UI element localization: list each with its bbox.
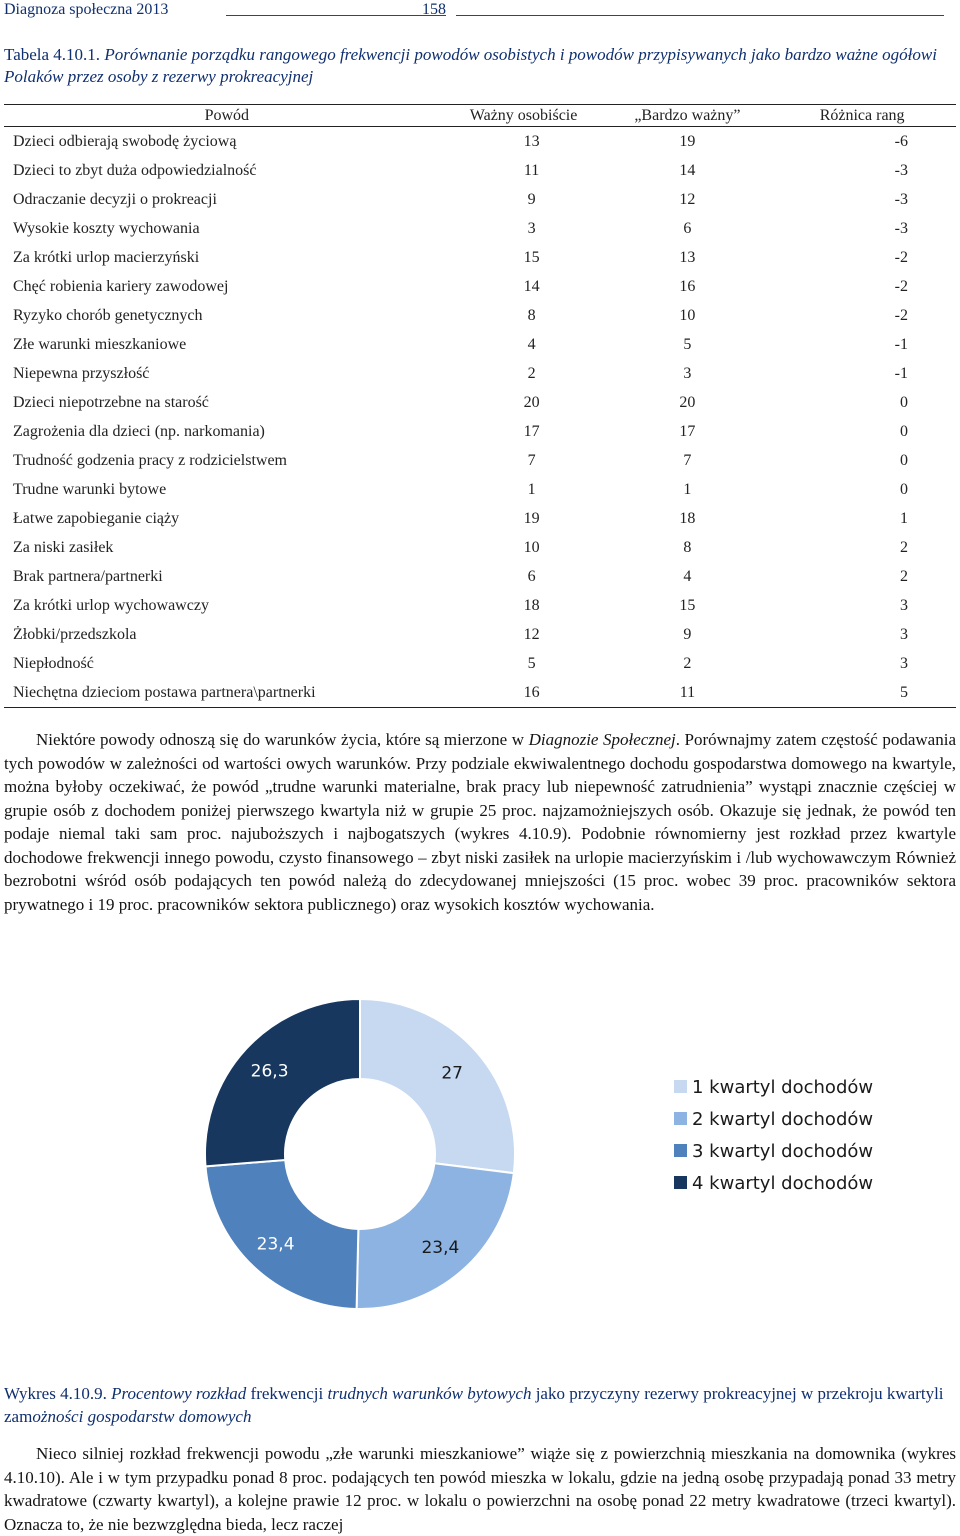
- value-cell: 9: [683, 626, 692, 643]
- table-row: [4, 359, 956, 388]
- legend-swatch: [674, 1144, 687, 1157]
- value-cell: 20: [523, 394, 540, 411]
- legend-swatch: [674, 1080, 687, 1093]
- value-cell: 2: [683, 655, 692, 672]
- reason-cell: Żłobki/przedszkola: [13, 626, 137, 643]
- reason-cell: Wysokie koszty wychowania: [13, 220, 200, 237]
- value-cell: 13: [679, 249, 696, 266]
- value-cell: 18: [523, 597, 540, 614]
- chart-svg: [0, 980, 960, 1320]
- value-cell: 3: [683, 365, 692, 382]
- value-cell: 0: [900, 423, 908, 440]
- column-header: „Bardzo ważny”: [607, 105, 769, 127]
- value-cell: 5: [527, 655, 536, 672]
- legend-label: 4 kwartyl dochodów: [692, 1173, 874, 1194]
- donut-slice-1: [360, 999, 515, 1173]
- value-cell: 14: [523, 278, 540, 295]
- value-cell: 3: [527, 220, 536, 237]
- value-cell: 19: [679, 133, 696, 150]
- table-caption-text: Porównanie porządku rangowego frekwencji powodów osobistych i powodów przypisywanych jako bardzo ważne ogółowi Polaków przez osoby z rezerwy prokreacyjnej: [4, 45, 937, 86]
- legend-label: 3 kwartyl dochodów: [692, 1141, 874, 1162]
- journal-name: Diagnozie Społecznej: [528, 730, 676, 749]
- table-row: [4, 475, 956, 504]
- reason-cell: Trudne warunki bytowe: [13, 481, 167, 498]
- table-row: [4, 591, 956, 620]
- legend-swatch: [674, 1112, 687, 1125]
- reason-cell: Dzieci niepotrzebne na starość: [13, 394, 209, 411]
- reason-cell: Złe warunki mieszkaniowe: [13, 336, 187, 353]
- header-rule: [456, 15, 944, 16]
- reason-cell: Niechętna dzieciom postawa partnera\partnerki: [4, 678, 441, 708]
- value-cell: -6: [894, 133, 908, 150]
- paragraph-1: [4, 728, 956, 916]
- figure-caption-text: frekwencji: [250, 1384, 324, 1403]
- table-row: [4, 272, 956, 301]
- table-row: [4, 156, 956, 185]
- value-cell: 14: [679, 162, 696, 179]
- value-cell: 8: [683, 539, 692, 556]
- value-cell: 17: [679, 423, 696, 440]
- reason-cell: Brak partnera/partnerki: [13, 568, 163, 585]
- value-cell: 0: [900, 394, 908, 411]
- value-cell: 7: [527, 452, 536, 469]
- donut-slice-2: [357, 1163, 514, 1309]
- table-row: [4, 504, 956, 533]
- value-cell: 2: [900, 568, 908, 585]
- data-label: 27: [441, 1063, 464, 1084]
- value-cell: 16: [679, 278, 696, 295]
- table-row: [4, 533, 956, 562]
- running-title: Diagnoza społeczna 2013: [4, 1, 169, 18]
- reason-cell: Dzieci odbierają swobodę życiową: [13, 133, 237, 150]
- reason-cell: Za krótki urlop wychowawczy: [13, 597, 209, 614]
- value-cell: 12: [523, 626, 540, 643]
- reason-cell: Ryzyko chorób genetycznych: [13, 307, 203, 324]
- reason-cell: Trudność godzenia pracy z rodzicielstwem: [13, 452, 287, 469]
- reason-cell: Chęć robienia kariery zawodowej: [13, 278, 229, 295]
- table-header-row: [4, 105, 956, 127]
- value-cell: -3: [894, 162, 908, 179]
- value-cell: 13: [523, 133, 540, 150]
- reason-cell: Odraczanie decyzji o prokreacji: [13, 191, 217, 208]
- value-cell: 6: [683, 220, 692, 237]
- table-row: [4, 562, 956, 591]
- value-cell: 1: [683, 481, 692, 498]
- legend-label: 1 kwartyl dochodów: [692, 1077, 874, 1098]
- page-number: 158: [422, 1, 446, 18]
- reason-cell: Zagrożenia dla dzieci (np. narkomania): [13, 423, 265, 440]
- value-cell: 15: [679, 597, 696, 614]
- value-cell: 1: [900, 510, 908, 527]
- table-row: [4, 620, 956, 649]
- legend-swatch: [674, 1176, 687, 1189]
- value-cell: 10: [523, 539, 540, 556]
- value-cell: 8: [527, 307, 536, 324]
- data-label: 26,3: [250, 1061, 289, 1082]
- reason-cell: Niepewna przyszłość: [13, 365, 150, 382]
- value-cell: 19: [523, 510, 540, 527]
- header-rule: [226, 15, 446, 16]
- value-cell: 9: [527, 191, 536, 208]
- page-header: [4, 0, 940, 22]
- value-cell: 11: [523, 162, 540, 179]
- value-cell: 18: [679, 510, 696, 527]
- table-row: [4, 243, 956, 272]
- value-cell: 0: [900, 481, 908, 498]
- column-header: Ważny osobiście: [441, 105, 607, 127]
- value-cell: 3: [900, 655, 908, 672]
- figure-caption-text: ożności: [32, 1407, 84, 1426]
- value-cell: 2: [900, 539, 908, 556]
- figure-caption-text: trudnych warunków bytowych: [327, 1384, 532, 1403]
- value-cell: 4: [683, 568, 692, 585]
- paragraph-text: Niektóre powody odnoszą się do warunków życia, które są mierzone w: [36, 730, 529, 749]
- rank-table: [4, 104, 956, 708]
- table-row: [4, 417, 956, 446]
- value-cell: 12: [679, 191, 696, 208]
- table-row: [4, 649, 956, 678]
- value-cell: -1: [894, 365, 908, 382]
- value-cell: -2: [894, 307, 908, 324]
- table-row: [4, 678, 956, 708]
- value-cell: 17: [523, 423, 540, 440]
- value-cell: 16: [441, 678, 607, 708]
- value-cell: 20: [679, 394, 696, 411]
- value-cell: -2: [894, 278, 908, 295]
- data-label: 23,4: [256, 1234, 295, 1255]
- reason-cell: Za krótki urlop macierzyński: [13, 249, 200, 266]
- value-cell: 11: [607, 678, 769, 708]
- figure-caption-label: Wykres 4.10.9.: [4, 1384, 107, 1403]
- value-cell: 15: [523, 249, 540, 266]
- paragraph-text: Nieco silniej rozkład frekwencji powodu „złe warunki mieszkaniowe” wiąże się z powierzchnią mieszkania na domownika (wykres 4.10.10). Ale i w tym przypadku ponad 8 proc. podających ten powód mieszka w lokalu, gdzie na jedną osobę przypadają ponad 33 metry kwadratowe (czwarty kwartyl), a kolejne prawie 12 proc. w lokalu o powierzchni na osobę ponad 22 metry kwadratowe (trzeci kwartyl). Oznacza to, że nie bezwzględna bieda, lecz raczej: [4, 1444, 956, 1534]
- value-cell: 0: [900, 452, 908, 469]
- table-row: [4, 214, 956, 243]
- value-cell: 10: [679, 307, 696, 324]
- donut-chart: [0, 980, 960, 1320]
- figure-caption-text: gospodarstw domowych: [87, 1407, 252, 1426]
- figure-caption: [4, 1382, 956, 1428]
- table-row: [4, 301, 956, 330]
- value-cell: 5: [683, 336, 692, 353]
- data-label: 23,4: [421, 1238, 460, 1259]
- reason-cell: Dzieci to zbyt duża odpowiedzialność: [13, 162, 257, 179]
- table-row: [4, 330, 956, 359]
- table-body: [4, 127, 956, 708]
- legend-label: 2 kwartyl dochodów: [692, 1109, 874, 1130]
- column-header: Różnica rang: [768, 105, 956, 127]
- value-cell: 3: [900, 597, 908, 614]
- table-row: [4, 388, 956, 417]
- value-cell: 5: [768, 678, 956, 708]
- value-cell: 3: [900, 626, 908, 643]
- value-cell: -3: [894, 191, 908, 208]
- value-cell: 2: [527, 365, 536, 382]
- table-row: [4, 127, 956, 157]
- value-cell: -3: [894, 220, 908, 237]
- reason-cell: Niepłodność: [13, 655, 94, 672]
- value-cell: 7: [683, 452, 692, 469]
- paragraph-text: . Porównajmy zatem częstość podawania tych powodów w zależności od wartości owych warunków. Przy podziale ekwiwalentnego dochodu gospodarstwa domowego na kwartyle, można byłoby oczekiwać, że powód „trudne warunki materialne, brak pracy lub niepewność zatrudnienia” wystąpi znacznie częściej w grupie osób z dochodem poniżej pierwszego kwartyla niż w grupie 25 proc. najzamożniejszych osób. Okazuje się jednak, że powód ten podaje niemal taki sam proc. najuboższych i najbogatszych (wykres 4.10.9). Podobnie równomierny jest rozkład przez kwartyle dochodowe frekwencji innego powodu, czysto finansowego – zbyt niski zasiłek na urlopie macierzyńskim i /lub wychowawczym Również bezrobotni wśród osób podających ten powód należą do zdecydowanej mniejszości (15 proc. wobec 39 proc. pracowników sektora prywatnego i 19 proc. pracowników sektora publicznego) oraz wysokich kosztów wychowania.: [4, 730, 956, 914]
- value-cell: 4: [527, 336, 536, 353]
- figure-caption-text: Procentowy rozkład: [111, 1384, 247, 1403]
- value-cell: 6: [527, 568, 536, 585]
- reason-cell: Łatwe zapobieganie ciąży: [13, 510, 180, 527]
- table-caption: [4, 44, 944, 88]
- value-cell: -1: [894, 336, 908, 353]
- column-header: Powód: [4, 105, 441, 127]
- value-cell: 1: [527, 481, 536, 498]
- donut-slice-4: [205, 999, 360, 1166]
- reason-cell: Za niski zasiłek: [13, 539, 114, 556]
- table-row: [4, 185, 956, 214]
- value-cell: -2: [894, 249, 908, 266]
- paragraph-2: [4, 1442, 956, 1536]
- table-caption-label: Tabela 4.10.1.: [4, 45, 101, 64]
- figure-caption-text: jako przyczyny rezerwy prokreacyjnej w przekroju kwartyli zam: [4, 1384, 944, 1426]
- table-row: [4, 446, 956, 475]
